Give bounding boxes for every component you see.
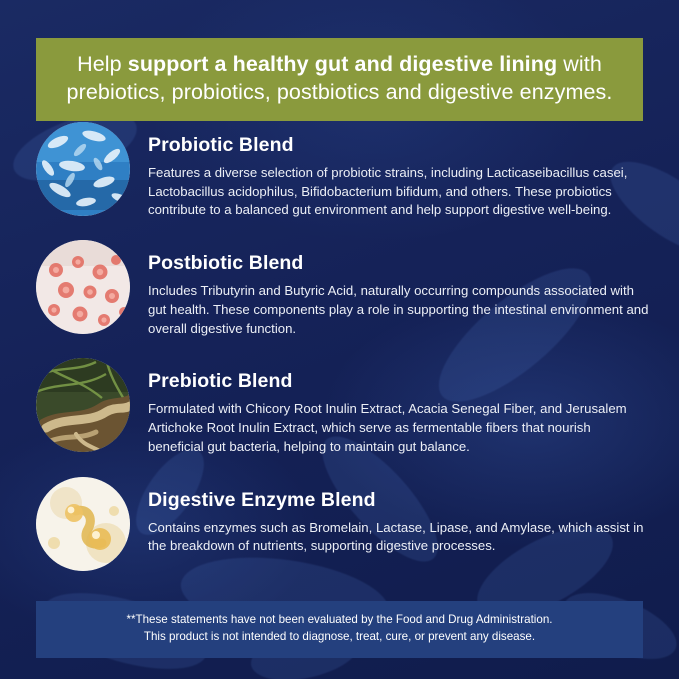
item-text <box>148 240 649 338</box>
item-text <box>148 477 649 556</box>
item-text <box>148 122 649 220</box>
list-item <box>0 477 679 571</box>
item-title: Prebiotic Blend <box>148 370 293 393</box>
item-title: Postbiotic Blend <box>148 252 304 275</box>
item-title: Probiotic Blend <box>148 134 294 156</box>
item-description: Contains enzymes such as Bromelain, Lactase, Lipase, and Amylase, which assist in the breakdown of nutrients, supporting digestive processes. <box>148 519 644 554</box>
item-title: Digestive Enzyme Blend <box>148 488 376 511</box>
postbiotic-cells-icon <box>36 240 130 334</box>
item-description: Formulated with Chicory Root Inulin Extract, Acacia Senegal Fiber, and Jerusalem Artichoke Root Inulin Extract, which serve as fermentable fibers that nourish beneficial gut bacteria, helping to maintain gut balance. <box>148 401 627 454</box>
list-item <box>0 240 679 338</box>
benefit-list <box>0 122 679 591</box>
list-item <box>0 122 679 220</box>
list-item <box>0 358 679 456</box>
chicory-root-icon <box>36 358 130 452</box>
item-description: Features a diverse selection of probiotic strains, including Lacticaseibacillus casei, Lactobacillus acidophilus, Bifidobacterium bifidum, and others. These probiotics contribute to a balanced gut environment and help support digestive well-being. <box>148 165 628 218</box>
probiotic-bacteria-icon <box>36 122 130 216</box>
item-text <box>148 358 649 456</box>
item-description: Includes Tributyrin and Butyric Acid, naturally occurring compounds associated with gut health. These components play a role in supporting the intestinal environment and overall digestive function. <box>148 283 649 336</box>
headline-part-3: with prebiotics, probiotics, postbiotics and digestive enzymes. <box>66 52 613 105</box>
headline-part-1: Help <box>77 52 128 76</box>
headline-banner <box>36 38 643 121</box>
disclaimer-line-1: **These statements have not been evaluated by the Food and Drug Administration. <box>126 613 553 626</box>
headline-part-2: support a healthy gut and digestive lining <box>127 52 564 76</box>
disclaimer-line-2: This product is not intended to diagnose, treat, cure, or prevent any disease. <box>143 629 536 643</box>
enzyme-droplets-icon <box>36 477 130 571</box>
fda-disclaimer <box>36 601 643 658</box>
